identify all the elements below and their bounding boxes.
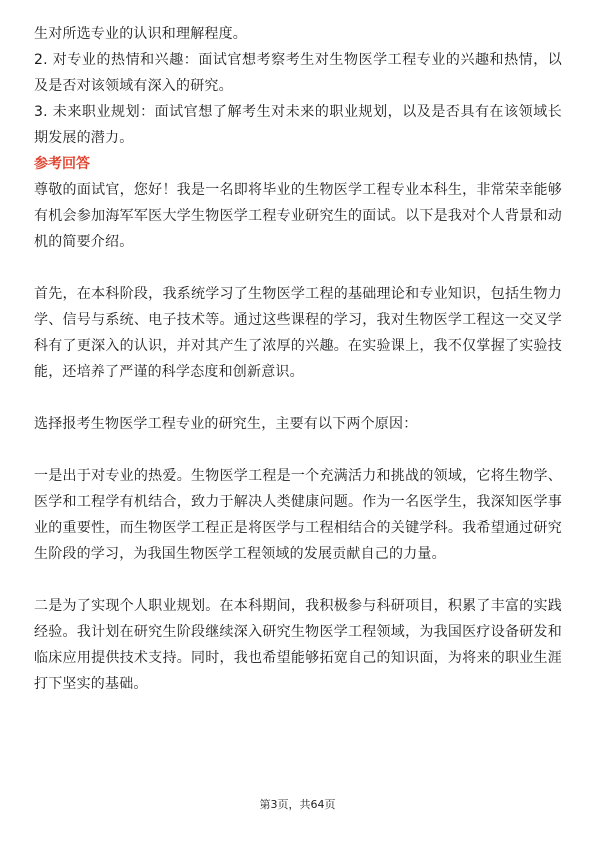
point-item-2: 2. 对专业的热情和兴趣：面试官想考察考生对生物医学工程专业的兴趣和热情，以及是否对该领域有深入的研究。 — [34, 52, 562, 94]
point-item-3: 3. 未来职业规划：面试官想了解考生对未来的职业规划，以及是否具有在该领域长期发展的潜力。 — [34, 104, 562, 146]
intro-tail-text: 生对所选专业的认识和理解程度。 — [34, 26, 247, 42]
answer-section-title: 参考回答 — [34, 156, 90, 172]
answer-paragraph-reason-one: 一是出于对专业的热爱。生物医学工程是一个充满活力和挑战的领域，它将生物学、医学和工程学有机结合，致力于解决人类健康问题。作为一名医学生，我深知医学事业的重要性，而生物医学工程正是将医学与工程相结合的关键学科。我希望通过研究生阶段的学习，为我国生物医学工程领域的发展贡献自己的力量。 — [34, 468, 562, 562]
document-body — [34, 21, 562, 697]
answer-paragraph-reasons-intro: 选择报考生物医学工程专业的研究生，主要有以下两个原因： — [34, 416, 418, 432]
answer-paragraph-undergrad: 首先，在本科阶段，我系统学习了生物医学工程的基础理论和专业知识，包括生物力学、信号与系统、电子技术等。通过这些课程的学习，我对生物医学工程这一交叉学科有了更深入的认识，并对其产生了浓厚的兴趣。在实验课上，我不仅掌握了实验技能，还培养了严谨的科学态度和创新意识。 — [34, 286, 562, 380]
page-number-footer: 第3页，共64页 — [259, 798, 336, 811]
answer-paragraph-reason-two: 二是为了实现个人职业规划。在本科期间，我积极参与科研项目，积累了丰富的实践经验。我计划在研究生阶段继续深入研究生物医学工程领域，为我国医疗设备研发和临床应用提供技术支持。同时，我也希望能够拓宽自己的知识面，为将来的职业生涯打下坚实的基础。 — [34, 598, 562, 692]
answer-paragraph-greeting: 尊敬的面试官，您好！我是一名即将毕业的生物医学工程专业本科生，非常荣幸能够有机会参加海军军医大学生物医学工程专业研究生的面试。以下是我对个人背景和动机的简要介绍。 — [34, 182, 562, 250]
